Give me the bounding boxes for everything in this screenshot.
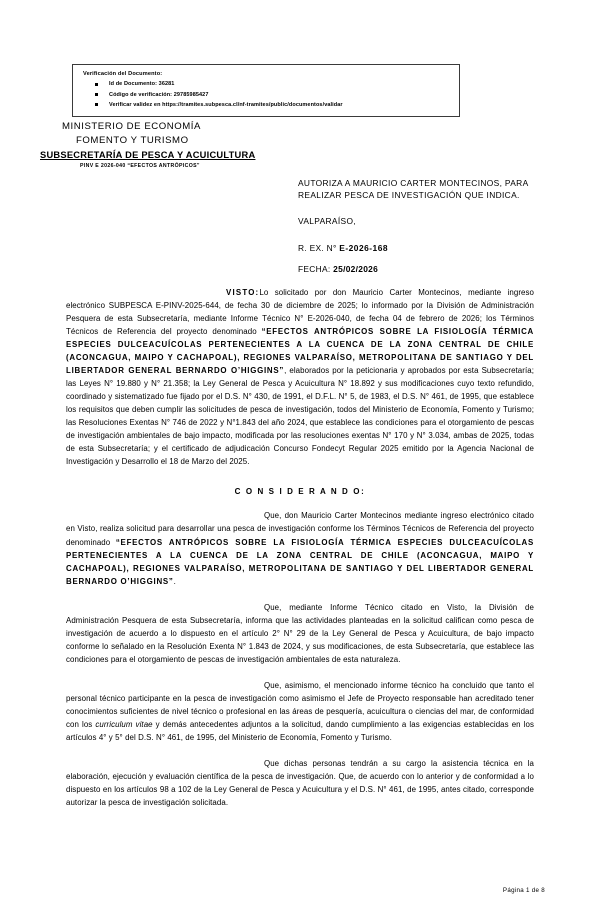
para1-text-1: don Mauricio Carter Montecinos mediante ingreso electrónico citado en Visto, realiza solicitud para desarrollar una pesca de investigación conforme los Términos Técnicos de Referencia del proyecto denominado bbox=[66, 511, 534, 547]
resolution-date bbox=[298, 264, 533, 274]
visto-text-2: , elaborados por la peticionaria y aprobados por esta Subsecretaría; las Leyes N° 19.880 y N° 21.358; la Ley General de Pesca y Acuicultura N° 18.892 y sus modificaciones cuyo texto refundido, coordinado y sistematizado fue fijado por el D.S. N° 430, de 1991, el D.F.L. N° 5, de 1983, el D.S. N° 461, de 1995, que establece los requisitos que deben cumplir las solicitudes de pesca de investigación, todos del Ministerio de Economía, Fomento y Turismo; las Resoluciones Exentas N° 746 de 2022 y N°1.843 del año 2024, que establece las condiciones para el otorgamiento de pescas de investigación ambientales de bajo impacto, modificada por las resoluciones exentas N° 170 y N° 3.034, ambas de 2025, todas de esta Subsecretaría; y el certificado de adjudicación Concurso Fondecyt Regular 2025 emitido por la Agencia Nacional de Investigación y Desarrollo el 18 de Marzo del 2025. bbox=[66, 366, 534, 467]
para3-italic-term: curriculum vitae bbox=[95, 719, 153, 729]
considerando-paragraph-3 bbox=[66, 679, 534, 744]
subsecretaria-heading: SUBSECRETARÍA DE PESCA Y ACUICULTURA bbox=[40, 150, 256, 160]
para1-project-title: “EFECTOS ANTRÓPICOS SOBRE LA FISIOLOGÍA TÉRMICA ESPECIES DULCEACUÍCOLAS PERTENECIENTES A LA CUENCA DE LA ZONA CENTRAL DE CHILE (ACONCAGUA, MAIPO Y CACHAPOAL), REGIONES VALPARAÍSO, METROPOLITANA DE SANTIAGO Y DEL LIBERTADOR GENERAL BERNARDO O’HIGGINS” bbox=[66, 537, 534, 586]
page-number-footer: Página 1 de 8 bbox=[502, 887, 545, 894]
considerando-paragraph-4 bbox=[66, 757, 534, 809]
considerando-heading: C O N S I D E R A N D O: bbox=[234, 487, 366, 497]
resolution-number-value: E-2026-168 bbox=[339, 242, 389, 253]
verification-item-text: Id de Documento: 36281 bbox=[109, 81, 175, 88]
ministry-line-1: MINISTERIO DE ECONOMÍA bbox=[62, 121, 201, 132]
considerando-paragraph-2 bbox=[66, 601, 534, 666]
city-label: VALPARAÍSO, bbox=[298, 215, 356, 226]
bullet-icon bbox=[95, 93, 98, 96]
project-code-label: PINV E 2026-040 “EFECTOS ANTRÓPICOS” bbox=[80, 163, 200, 169]
para1-text-2: . bbox=[173, 576, 176, 586]
verification-item-url[interactable] bbox=[83, 100, 453, 110]
verification-item-id bbox=[83, 79, 453, 89]
para4-text: Que dichas personas tendrán a su cargo la asistencia técnica en la elaboración, ejecución y evaluación científica de la pesca de investigación. Que, de acuerdo con lo anterior y de conformidad a lo dispuesto en los artículos 98 a 102 de la Ley General de Pesca y Acuicultura y el D.S. N° 461, de 1995, antes citado, corresponde autorizar la pesca de investigación solicitada. bbox=[66, 758, 534, 808]
visto-project-title: “EFECTOS ANTRÓPICOS SOBRE LA FISIOLOGÍA TÉRMICA ESPECIES DULCEACUÍCOLAS PERTENECIENTES A LA CUENCA DE LA ZONA CENTRAL DE CHILE (ACONCAGUA, MAIPO Y CACHAPOAL), REGIONES VALPARAÍSO, METROPOLITANA DE SANTIAGO Y DEL LIBERTADOR GENERAL BERNARDO O’HIGGINS” bbox=[66, 327, 534, 376]
verification-item-code bbox=[83, 90, 453, 100]
resolution-date-label: FECHA: bbox=[298, 263, 331, 274]
bullet-icon bbox=[95, 83, 98, 86]
authorization-summary: AUTORIZA A MAURICIO CARTER MONTECINOS, PARA REALIZAR PESCA DE INVESTIGACIÓN QUE INDICA. bbox=[298, 178, 529, 201]
verification-item-text: Verificar validez en https://tramites.subpesca.cl/nf-tramites/public/documentos/validar bbox=[109, 101, 343, 108]
para3-text-1: Que, asimismo, el mencionado informe técnico ha concluido que tanto el personal técnico participante en la pesca de investigación como asimismo el Jefe de Proyecto responsable han acreditado tener conocimientos suficientes de nivel técnico o profesional en las áreas de pesquería, acuicultura o ciencias del mar, de conformidad con los bbox=[66, 680, 534, 729]
visto-label: VISTO: bbox=[226, 288, 260, 297]
resolution-title-block bbox=[298, 177, 533, 274]
para2-text: Que, mediante Informe Técnico citado en Visto, la División de Administración Pesquera de esta Subsecretaría, informa que las actividades planteadas en la solicitud califican como pesca de investigación de acuerdo a lo dispuesto en el artículo 2° N° 29 de la Ley General de Pesca y Acuicultura, de bajo impacto conforme lo señalado en la Resolución Exenta N° 1.843 de 2024, y sus modificaciones, de esta Subsecretaría, que establece las condiciones para el otorgamiento de pescas de investigación ambientales de esta naturaleza. bbox=[66, 602, 534, 664]
para3-text-2: y demás antecedentes adjuntos a la solicitud, dando cumplimiento a las exigencias establecidas en los artículos 4° y 5° del D.S. N° 461, de 1995, del Ministerio de Economía, Fomento y Turismo. bbox=[66, 719, 534, 742]
visto-text-1: Lo solicitado por don Mauricio Carter Montecinos, mediante ingreso electrónico SUBPESCA E-PINV-2025-644, de fecha 30 de diciembre de 2025; lo informado por la División de Administración Pesquera de esta Subsecretaría, mediante Informe Técnico N° E-2026-040, de fecha 04 de febrero de 2026; los Términos Técnicos de Referencia del proyecto denominado bbox=[66, 288, 534, 337]
verification-list bbox=[83, 79, 453, 110]
resolution-date-value: 25/02/2026 bbox=[333, 263, 379, 274]
bullet-icon bbox=[95, 103, 98, 106]
resolution-number bbox=[298, 243, 533, 253]
verification-title: Verificación del Documento: bbox=[83, 71, 163, 77]
verification-box bbox=[72, 64, 460, 117]
verification-item-text: Código de verificación: 29785985427 bbox=[109, 91, 209, 98]
visto-paragraph bbox=[66, 286, 534, 468]
para1-lead: Que, bbox=[264, 511, 282, 521]
ministry-header bbox=[62, 120, 201, 147]
resolution-number-prefix: R. EX. N° bbox=[298, 242, 337, 253]
considerando-paragraph-1 bbox=[66, 509, 534, 587]
ministry-line-2: FOMENTO Y TURISMO bbox=[76, 134, 189, 146]
document-body bbox=[66, 286, 534, 809]
